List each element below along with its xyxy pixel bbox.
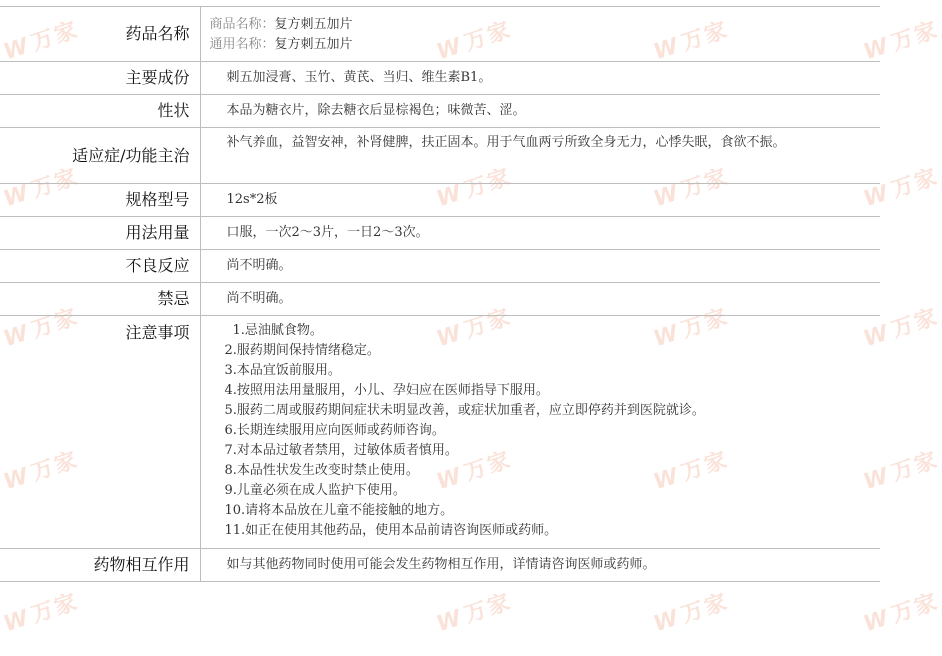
row-value: 如与其他药物同时使用可能会发生药物相互作用，详情请咨询医师或药师。 xyxy=(200,549,880,582)
generic-name-key: 通用名称： xyxy=(209,37,275,52)
watermark: W万家 xyxy=(433,447,515,496)
row-label: 性状 xyxy=(0,95,200,128)
watermark: W万家 xyxy=(650,589,732,638)
drug-spec-table xyxy=(0,6,880,582)
row-precautions xyxy=(0,316,880,549)
precautions-list xyxy=(224,321,871,541)
list-item: 7.对本品过敏者禁用，过敏体质者慎用。 xyxy=(224,443,458,458)
row-label: 药品名称 xyxy=(0,7,200,62)
list-item: 8.本品性状发生改变时禁止使用。 xyxy=(224,463,419,478)
row-label: 主要成份 xyxy=(0,62,200,95)
watermark: W万家 xyxy=(860,304,942,353)
row-value: 口服，一次2～3片，一日2～3次。 xyxy=(200,217,880,250)
watermark: W万家 xyxy=(650,164,732,213)
list-item: 2.服药期间保持情绪稳定。 xyxy=(224,343,380,358)
row-label: 注意事项 xyxy=(0,316,200,549)
list-item: 5.服药二周或服药期间症状未明显改善，或症状加重者，应立即停药并到医院就诊。 xyxy=(224,403,705,418)
row-label: 规格型号 xyxy=(0,184,200,217)
row-specification xyxy=(0,184,880,217)
row-dosage xyxy=(0,217,880,250)
row-value: 本品为糖衣片，除去糖衣后显棕褐色；味微苦、涩。 xyxy=(200,95,880,128)
list-item: 6.长期连续服用应向医师或药师咨询。 xyxy=(224,423,445,438)
watermark: W万家 xyxy=(433,164,515,213)
row-label: 用法用量 xyxy=(0,217,200,250)
product-name-line xyxy=(209,15,871,35)
list-item: 4.按照用法用量服用，小儿、孕妇应在医师指导下服用。 xyxy=(224,383,549,398)
row-value: 12s*2板 xyxy=(200,184,880,217)
row-adverse-reactions xyxy=(0,250,880,283)
row-appearance xyxy=(0,95,880,128)
row-value xyxy=(200,7,880,62)
product-name: 复方刺五加片 xyxy=(274,17,353,32)
row-value xyxy=(200,316,880,549)
row-value: 刺五加浸膏、玉竹、黄芪、当归、维生素B1。 xyxy=(200,62,880,95)
generic-name: 复方刺五加片 xyxy=(274,37,353,52)
watermark: W万家 xyxy=(0,304,82,353)
watermark: W万家 xyxy=(0,17,82,66)
watermark: W万家 xyxy=(860,589,942,638)
row-value: 尚不明确。 xyxy=(200,250,880,283)
list-item: 10.请将本品放在儿童不能接触的地方。 xyxy=(224,503,454,518)
row-value: 补气养血，益智安神，补肾健脾，扶正固本。用于气血两亏所致全身无力，心悸失眠，食欲不振。 xyxy=(200,128,880,184)
list-item: 9.儿童必须在成人监护下使用。 xyxy=(224,483,406,498)
row-ingredients xyxy=(0,62,880,95)
list-item: 3.本品宜饭前服用。 xyxy=(224,363,341,378)
row-label: 禁忌 xyxy=(0,283,200,316)
row-indications xyxy=(0,128,880,184)
product-name-key: 商品名称： xyxy=(209,17,275,32)
watermark: W万家 xyxy=(433,304,515,353)
watermark: W万家 xyxy=(650,304,732,353)
watermark: W万家 xyxy=(860,17,942,66)
list-item: 11.如正在使用其他药品，使用本品前请咨询医师或药师。 xyxy=(224,523,558,538)
watermark: W万家 xyxy=(0,589,82,638)
row-contraindications xyxy=(0,283,880,316)
watermark: W万家 xyxy=(433,589,515,638)
watermark: W万家 xyxy=(0,164,82,213)
row-drug-name xyxy=(0,7,880,62)
watermark: W万家 xyxy=(860,164,942,213)
row-drug-interactions xyxy=(0,549,880,582)
list-item: 1.忌油腻食物。 xyxy=(232,323,323,338)
watermark: W万家 xyxy=(650,447,732,496)
row-value: 尚不明确。 xyxy=(200,283,880,316)
generic-name-line xyxy=(209,35,871,55)
row-label: 不良反应 xyxy=(0,250,200,283)
watermark: W万家 xyxy=(0,447,82,496)
row-label: 适应症/功能主治 xyxy=(0,128,200,184)
watermark: W万家 xyxy=(860,447,942,496)
watermark: W万家 xyxy=(433,17,515,66)
watermark: W万家 xyxy=(650,17,732,66)
row-label: 药物相互作用 xyxy=(0,549,200,582)
